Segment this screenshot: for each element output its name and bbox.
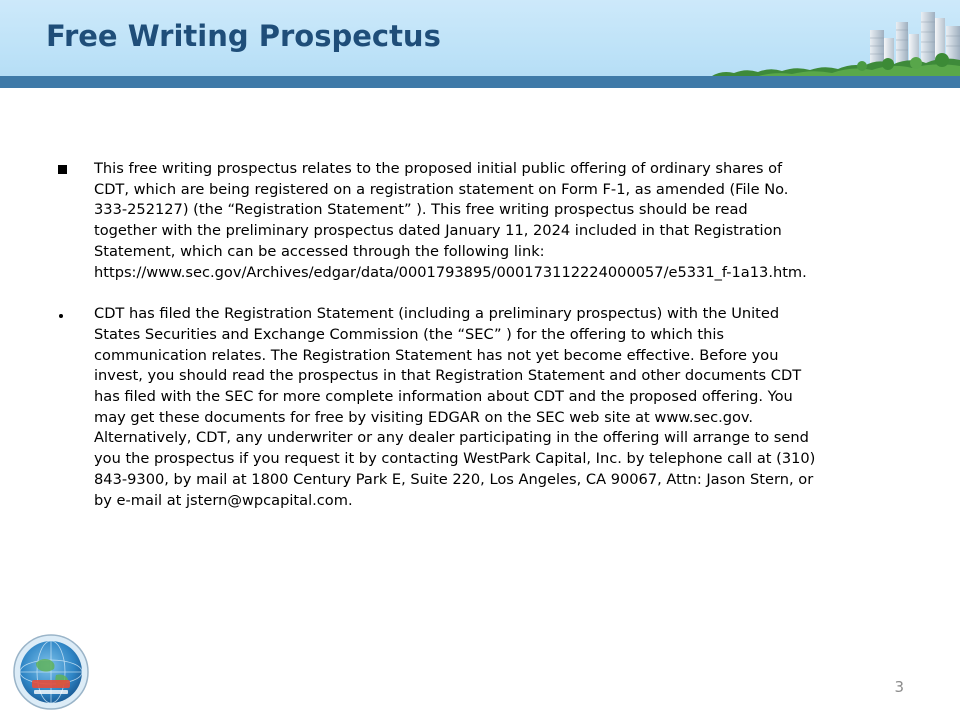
company-logo-emblem (12, 633, 90, 711)
text-line: you the prospectus if you request it by contacting WestPark Capital, Inc. by telephone call at (310) (94, 450, 816, 468)
text-line: together with the preliminary prospectus dated January 11, 2024 included in that Registration (94, 222, 782, 240)
city-skyline-icon (712, 8, 960, 78)
page-title: Free Writing Prospectus (46, 19, 441, 53)
bullet-paragraph-1 (94, 159, 918, 283)
text-line: 843-9300, by mail at 1800 Century Park E, Suite 220, Los Angeles, CA 90067, Attn: Jason Stern, or (94, 470, 814, 488)
text-line: CDT has filed the Registration Statement (including a preliminary prospectus) with the United (94, 305, 780, 323)
text-line: by e-mail at jstern@wpcapital.com. (94, 491, 353, 509)
square-bullet-icon (58, 159, 78, 181)
text-line: Statement, which can be accessed through the following link: (94, 242, 545, 260)
text-line: may get these documents for free by visiting EDGAR on the SEC web site at www.sec.gov. (94, 408, 754, 426)
sec-link[interactable]: https://www.sec.gov/Archives/edgar/data/0001793895/000173112224000057/e5331_f-1a13.htm. (94, 263, 807, 281)
header-divider-bar (0, 76, 960, 88)
text-line: communication relates. The Registration Statement has not yet become effective. Before you (94, 346, 779, 364)
content-body (58, 159, 918, 511)
bullet-paragraph-2 (94, 304, 918, 511)
text-line: Alternatively, CDT, any underwriter or any dealer participating in the offering will arrange to send (94, 429, 809, 447)
text-line: CDT, which are being registered on a registration statement on Form F-1, as amended (File No. (94, 180, 789, 198)
text-line: has filed with the SEC for more complete information about CDT and the proposed offering. You (94, 388, 793, 406)
bullet-item-2 (58, 304, 918, 511)
bullet-item-1 (58, 159, 918, 283)
text-line: This free writing prospectus relates to the proposed initial public offering of ordinary shares of (94, 160, 783, 177)
dot-bullet-icon (58, 304, 78, 325)
text-line: invest, you should read the prospectus in that Registration Statement and other documents CDT (94, 367, 802, 385)
text-line: 333-252127) (the “Registration Statement” ). This free writing prospectus should be read (94, 201, 748, 219)
header-banner (0, 0, 960, 76)
page-number: 3 (894, 678, 904, 696)
text-line: States Securities and Exchange Commission (the “SEC” ) for the offering to which this (94, 325, 725, 343)
